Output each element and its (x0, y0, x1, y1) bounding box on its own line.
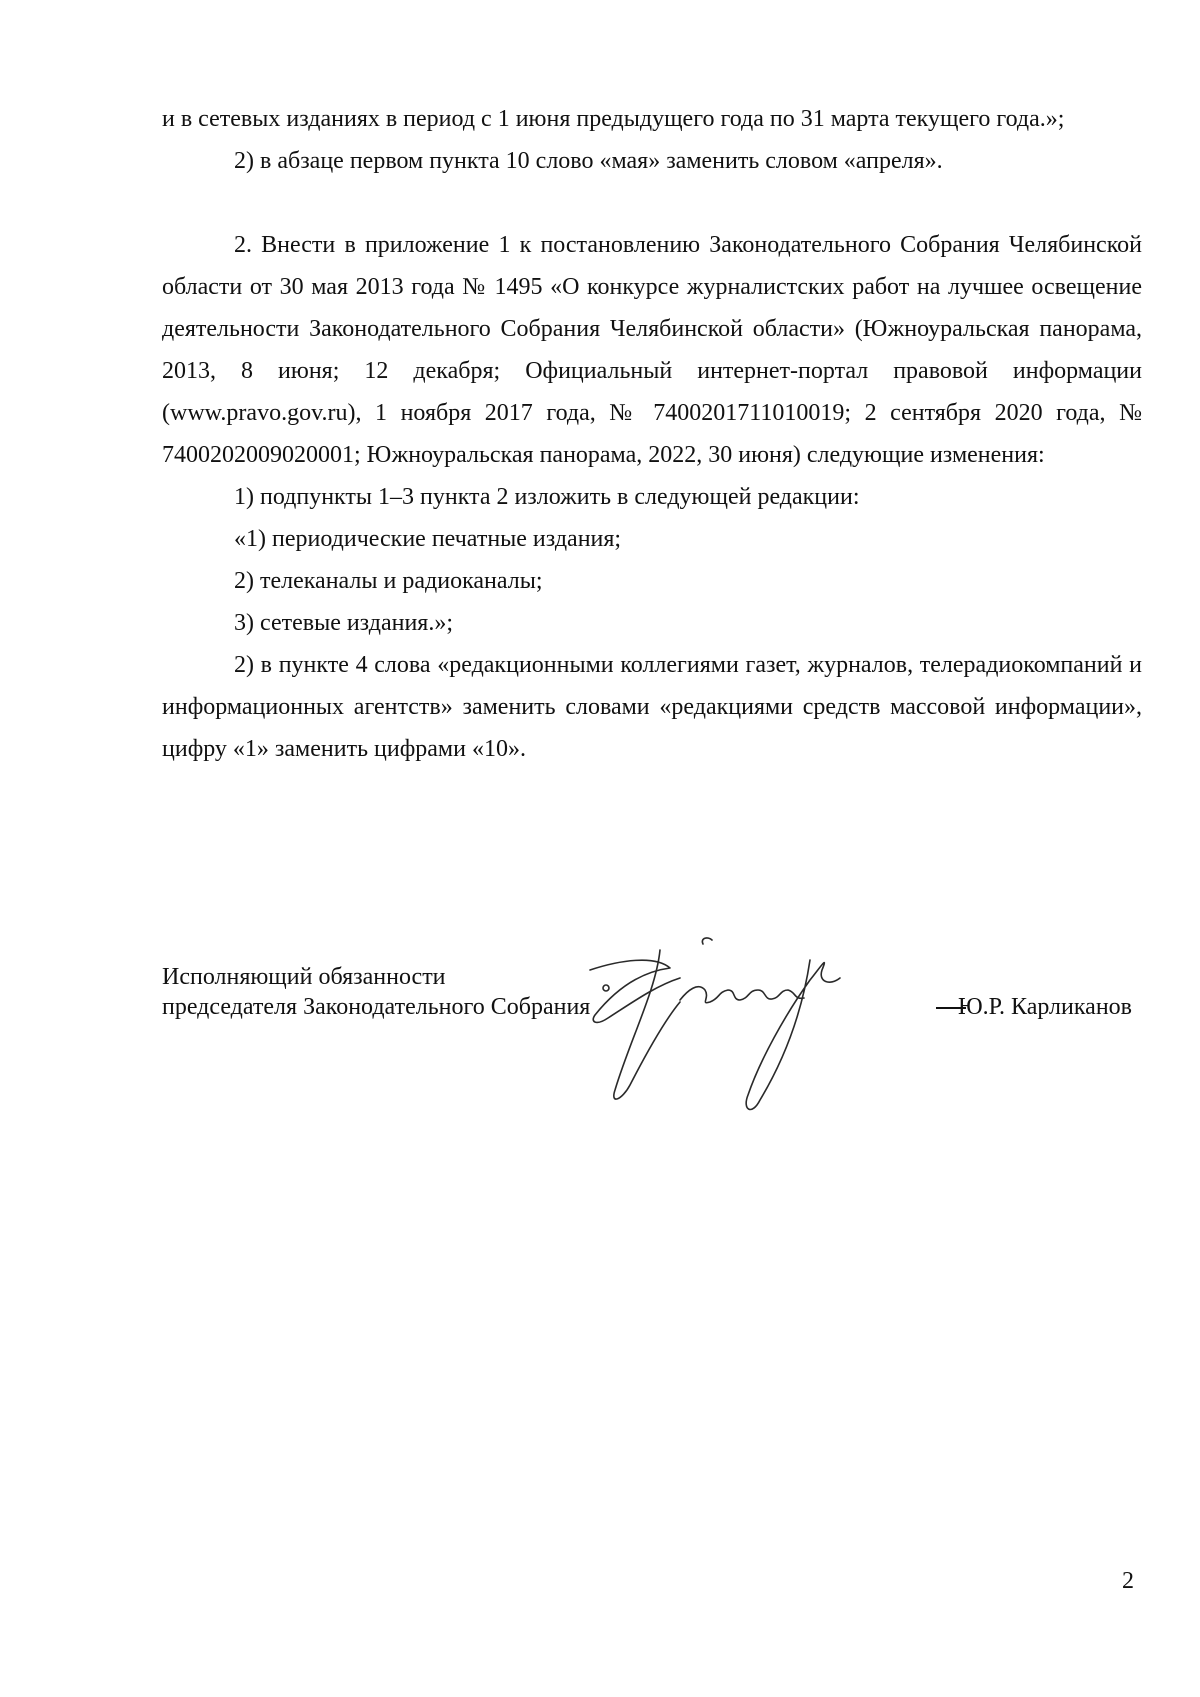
signatory-title-line-1: Исполняющий обязанности (162, 964, 446, 990)
paragraph-list-item-1: «1) периодические печатные издания; (234, 526, 622, 552)
signatory-title (162, 962, 590, 1022)
signature-stroke-3 (680, 987, 804, 1003)
signatory-name: Ю.Р. Карликанов (958, 994, 1132, 1020)
paragraph-item-2-point-10: 2) в абзаце первом пункта 10 слово «мая» заменить словом «апреля». (234, 148, 943, 174)
paragraph-continuation: и в сетевых изданиях в период с 1 июня предыдущего года по 31 марта текущего года.»; (162, 106, 1065, 132)
page-number: 2 (1122, 1568, 1134, 1594)
paragraph-subitem-2: 2) в пункте 4 слова «редакционными коллегиями газет, журналов, телерадиокомпаний и информационных агентств» заменить словами «редакциями средств массовой информации», цифру «1» заменить цифрами «10». (162, 652, 1142, 762)
signature-stroke-5 (702, 938, 712, 944)
document-body (162, 98, 1142, 770)
paragraph-list-item-3: 3) сетевые издания.»; (234, 610, 453, 636)
handwritten-signature (560, 920, 900, 1120)
signature-dot (603, 985, 609, 991)
signature-stroke-4 (746, 960, 840, 1109)
paragraph-section-2: 2. Внести в приложение 1 к постановлению Законодательного Собрания Челябинской области от 30 мая 2013 года № 1495 «О конкурсе журналистских работ на лучшее освещение деятельности Законодательного Собрания Челябинской области» (Южноуральская панорама, 2013, 8 июня; 12 декабря; Официальный интернет-портал правовой информации (www.pravo.gov.ru), 1 ноября 2017 года, № 7400201711010019; 2 сентября 2020 года, № 7400202009020001; Южноуральская панорама, 2022, 30 июня) следующие изменения: (162, 232, 1142, 468)
signature-stroke-2 (614, 950, 680, 1099)
signatory-name-wrap (936, 992, 1132, 1022)
paragraph-subitem-1: 1) подпункты 1–3 пункта 2 изложить в следующей редакции: (234, 484, 860, 510)
paragraph-gap (162, 182, 1142, 224)
signatory-title-line-2: председателя Законодательного Собрания (162, 994, 591, 1020)
paragraph-list-item-2: 2) телеканалы и радиоканалы; (234, 568, 543, 594)
signature-stroke-1 (590, 960, 680, 1022)
